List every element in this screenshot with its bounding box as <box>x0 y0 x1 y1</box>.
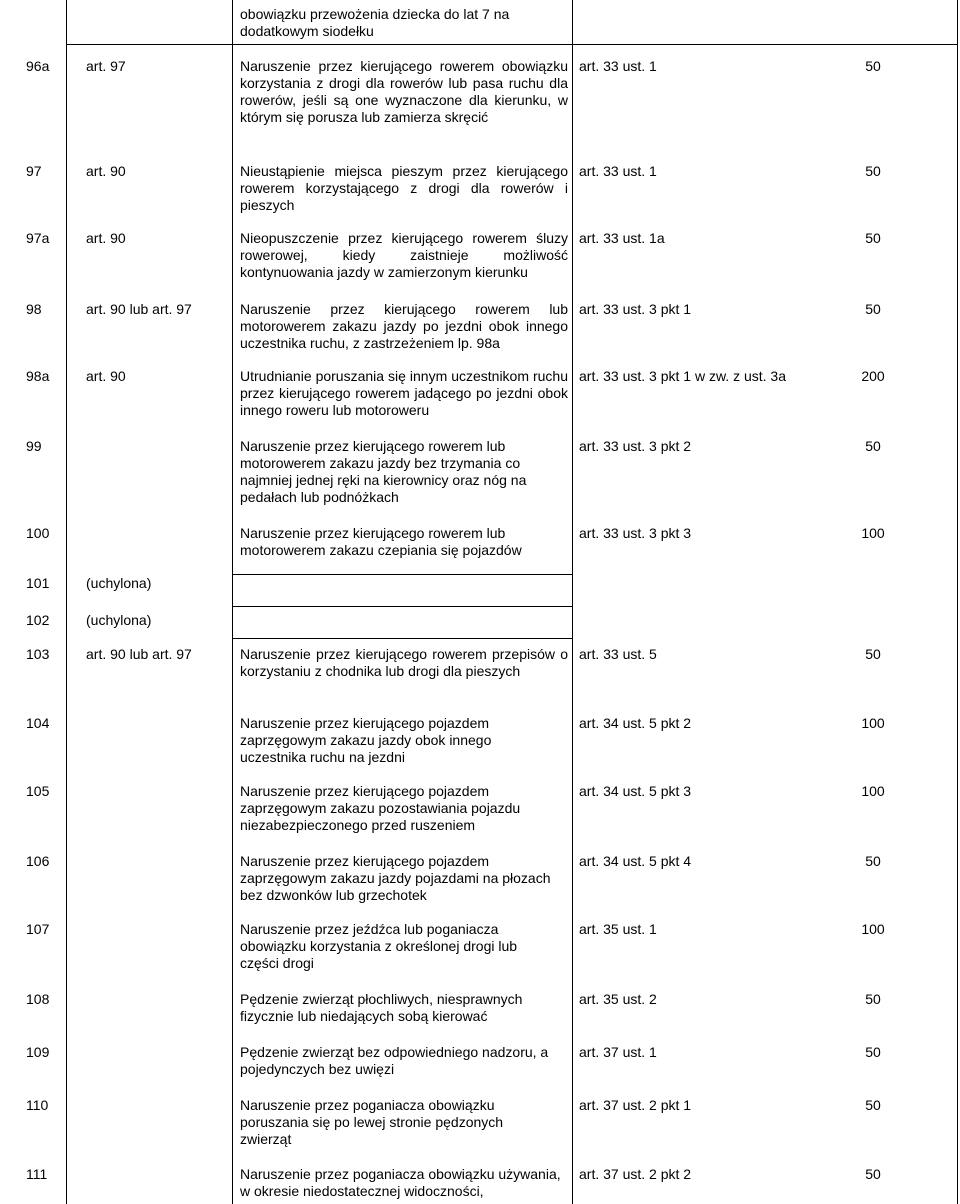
table-border-right <box>957 0 958 1204</box>
row-article: art. 90 <box>86 163 126 179</box>
row-number: 98 <box>26 301 42 317</box>
row-amount: 100 <box>861 715 885 731</box>
row-number: 103 <box>26 646 50 662</box>
row-reference: art. 34 ust. 5 pkt 4 <box>579 853 692 869</box>
row-reference: art. 33 ust. 1 <box>579 58 657 74</box>
row-amount: 50 <box>865 991 881 1007</box>
row-number: 96a <box>26 58 50 74</box>
table-continuation-text: obowiązku przewożenia dziecka do lat 7 na dodatkowym siodełku <box>240 6 510 39</box>
row-reference: art. 33 ust. 5 <box>579 646 657 662</box>
row-reference: art. 33 ust. 1a <box>579 230 665 246</box>
row-reference: art. 34 ust. 5 pkt 3 <box>579 783 692 799</box>
row-reference: art. 35 ust. 1 <box>579 921 657 937</box>
row-description: Pędzenie zwierząt bez odpowiedniego nadzoru, a pojedynczych bez uwięzi <box>240 1044 549 1077</box>
row-description: Naruszenie przez kierującego rowerem obowiązku korzystania z drogi dla rowerów lub pasa ruchu dla rowerów, jeśli są one wyznaczone dla kierunku, w którym się porusza lub zamierza skręcić <box>240 58 568 125</box>
row-number: 111 <box>26 1166 48 1182</box>
row-description: Naruszenie przez poganiacza obowiązku używania, w okresie niedostatecznej widoczności, <box>240 1166 561 1199</box>
row-amount: 50 <box>865 230 881 246</box>
row-number: 98a <box>26 368 50 384</box>
row-reference: art. 33 ust. 3 pkt 1 <box>579 301 692 317</box>
row-reference: art. 33 ust. 3 pkt 1 w zw. z ust. 3a <box>579 368 786 384</box>
row-article: art. 90 lub art. 97 <box>86 301 192 317</box>
row-number: 107 <box>26 921 50 937</box>
row-number: 108 <box>26 991 50 1007</box>
row-number: 104 <box>26 715 50 731</box>
row-reference: art. 35 ust. 2 <box>579 991 657 1007</box>
row-description: Naruszenie przez kierującego pojazdem zaprzęgowym zakazu jazdy obok innego uczestnika ruchu na jezdni <box>240 715 492 765</box>
row-number: 99 <box>26 438 42 454</box>
row-number: 97 <box>26 163 42 179</box>
table-border-uchylona <box>232 638 572 639</box>
row-article: art. 97 <box>86 58 126 74</box>
row-description: Naruszenie przez kierującego pojazdem zaprzęgowym zakazu jazdy pojazdami na płozach bez dzwonków lub grzechotek <box>240 853 551 903</box>
row-number: 110 <box>26 1097 49 1113</box>
row-reference: art. 33 ust. 1 <box>579 163 657 179</box>
table-border-uchylona <box>232 606 572 607</box>
row-amount: 50 <box>865 1166 881 1182</box>
row-number: 101 <box>26 575 50 591</box>
row-reference: art. 33 ust. 3 pkt 3 <box>579 525 692 541</box>
row-description: Nieustąpienie miejsca pieszym przez kierującego rowerem korzystającego z drogi dla rowerów i pieszych <box>240 163 568 213</box>
row-number: 105 <box>26 783 50 799</box>
row-amount: 50 <box>865 853 881 869</box>
table-border-uchylona <box>232 574 572 575</box>
row-amount: 50 <box>865 301 881 317</box>
row-amount: 50 <box>865 1044 881 1060</box>
row-article: art. 90 <box>86 230 126 246</box>
row-amount: 50 <box>865 438 881 454</box>
table-border-left <box>66 0 67 1204</box>
row-number: 109 <box>26 1044 50 1060</box>
row-number: 100 <box>26 525 50 541</box>
row-amount: 50 <box>865 646 881 662</box>
row-description: Naruszenie przez kierującego rowerem lub motorowerem zakazu jazdy po jezdni obok innego uczestnika ruchu, z zastrzeżeniem lp. 98a <box>240 301 568 351</box>
row-description: Naruszenie przez kierującego pojazdem zaprzęgowym zakazu pozostawiania pojazdu niezabezpieczonego przed ruszeniem <box>240 783 521 833</box>
row-reference: art. 33 ust. 3 pkt 2 <box>579 438 692 454</box>
row-description: Naruszenie przez poganiacza obowiązku poruszania się po lewej stronie pędzonych zwierząt <box>240 1097 504 1147</box>
row-reference: art. 37 ust. 2 pkt 2 <box>579 1166 692 1182</box>
row-reference: art. 37 ust. 2 pkt 1 <box>579 1097 692 1113</box>
table-border-top-fragment <box>66 44 958 45</box>
table-border-desc <box>232 0 233 1204</box>
row-amount: 200 <box>861 368 885 384</box>
row-article: art. 90 lub art. 97 <box>86 646 192 662</box>
row-reference: art. 37 ust. 1 <box>579 1044 657 1060</box>
row-amount: 50 <box>865 58 881 74</box>
row-article: (uchylona) <box>86 575 152 591</box>
row-description: Nieopuszczenie przez kierującego rowerem śluzy rowerowej, kiedy zaistnieje możliwość kontynuowania jazdy w zamierzonym kierunku <box>240 230 568 280</box>
row-amount: 50 <box>865 1097 881 1113</box>
row-amount: 50 <box>865 163 881 179</box>
row-number: 102 <box>26 612 50 628</box>
row-description: Naruszenie przez kierującego rowerem lub motorowerem zakazu czepiania się pojazdów <box>240 525 522 558</box>
row-description: Pędzenie zwierząt płochliwych, niesprawnych fizycznie lub niedających sobą kierować <box>240 991 523 1024</box>
row-description: Naruszenie przez jeźdźca lub poganiacza obowiązku korzystania z określonej drogi lub części drogi <box>240 921 518 971</box>
row-amount: 100 <box>861 783 885 799</box>
row-article: art. 90 <box>86 368 126 384</box>
row-description: Naruszenie przez kierującego rowerem przepisów o korzystaniu z chodnika lub drogi dla pieszych <box>240 646 568 679</box>
row-description: Naruszenie przez kierującego rowerem lub motorowerem zakazu jazdy bez trzymania co najmniej jednej ręki na kierownicy oraz nóg na pedałach lub podnóżkach <box>240 438 527 505</box>
row-description: Utrudnianie poruszania się innym uczestnikom ruchu przez kierującego rowerem jadącego po jezdni obok innego roweru lub motoroweru <box>240 368 568 418</box>
row-number: 106 <box>26 853 50 869</box>
row-amount: 100 <box>861 921 885 937</box>
row-amount: 100 <box>861 525 885 541</box>
row-article: (uchylona) <box>86 612 152 628</box>
row-reference: art. 34 ust. 5 pkt 2 <box>579 715 692 731</box>
table-border-ref <box>572 0 573 1204</box>
row-number: 97a <box>26 230 50 246</box>
